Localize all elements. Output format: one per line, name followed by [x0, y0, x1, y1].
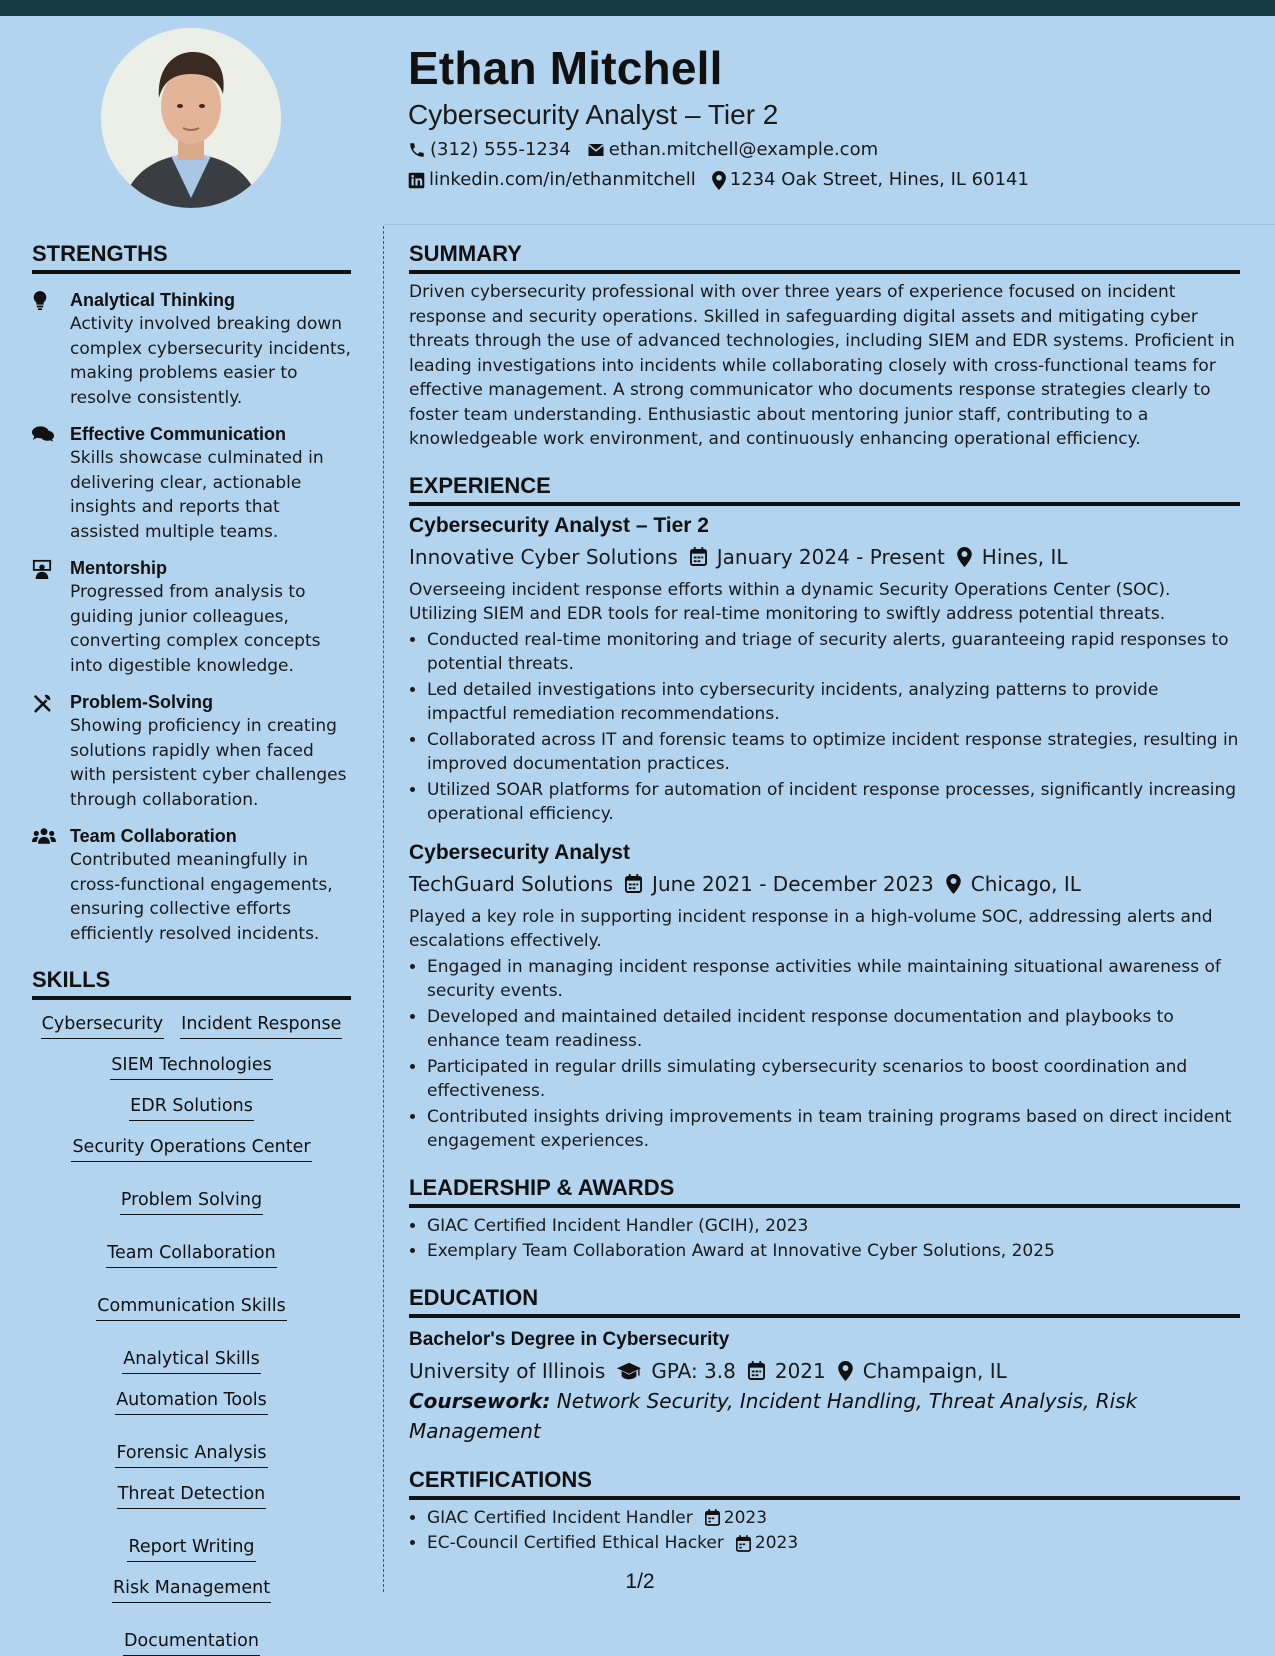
skill-tag: Report Writing [127, 1533, 255, 1562]
job-bullets [409, 628, 1240, 827]
candidate-title: Cybersecurity Analyst – Tier 2 [408, 99, 779, 130]
resume-header [408, 40, 1228, 192]
envelope-icon [587, 142, 605, 158]
lightbulb-icon [32, 291, 48, 311]
calendar-icon [736, 1535, 751, 1552]
strength-title: Analytical Thinking [70, 290, 236, 310]
skill-tag: Team Collaboration [106, 1239, 276, 1268]
users-icon [32, 827, 56, 845]
map-pin-icon [946, 874, 961, 894]
certifications-heading: CERTIFICATIONS [409, 1466, 1240, 1500]
skill-tag: Analytical Skills [122, 1345, 260, 1374]
strengths-heading: STRENGTHS [32, 240, 351, 274]
skill-tag: Problem Solving [120, 1186, 263, 1215]
leadership-item: • Exemplary Team Collaboration Award at Innovative Cyber Solutions, 2025 [427, 1239, 1240, 1264]
degree-title: Bachelor's Degree in Cybersecurity [409, 1328, 730, 1350]
leadership-heading: LEADERSHIP & AWARDS [409, 1174, 1240, 1208]
job-location: Chicago, IL [970, 871, 1081, 896]
job-bullet: • Led detailed investigations into cybersecurity incidents, analyzing patterns to provide impactful remediation recommendations. [427, 678, 1240, 727]
leadership-item: • GIAC Certified Incident Handler (GCIH), 2023 [427, 1214, 1240, 1239]
comments-icon [32, 425, 54, 443]
skill-tag: Threat Detection [117, 1480, 267, 1509]
job-company: Innovative Cyber Solutions [409, 544, 678, 569]
certification-year: 2023 [723, 1507, 768, 1528]
profile-photo [101, 28, 281, 208]
job-title: Cybersecurity Analyst – Tier 2 [409, 513, 709, 537]
job-bullet: • Utilized SOAR platforms for automation of incident response processes, significantly increasing operational efficiency. [427, 778, 1240, 827]
experience-heading: EXPERIENCE [409, 472, 1240, 506]
strength-item [32, 288, 351, 410]
certification-year: 2023 [754, 1533, 799, 1553]
strength-item [32, 422, 351, 544]
calendar-icon [625, 874, 642, 893]
certifications-list [409, 1506, 1240, 1556]
coursework [409, 1386, 1240, 1446]
strength-text: Showing proficiency in creating solutions rapidly when faced with persistent cyber challenges through collaboration. [70, 716, 347, 810]
linkedin-contact[interactable] [408, 168, 696, 192]
strength-text: Progressed from analysis to guiding junior colleagues, converting complex concepts into digestible knowledge. [70, 582, 321, 676]
summary-text: Driven cybersecurity professional with over three years of experience focused on incident response and security operations. Skilled in safeguarding digital assets and mitigating cyber threats through the use of advanced technologies, including SIEM and EDR systems. Proficient in leading investigations into incidents while collaborating closely with cross-functional teams for effective management. A strong communicator who documents response strategies clearly to foster team understanding. Enthusiastic about mentoring junior staff, contributing to a knowledgeable work environment, and continuously enhancing operational efficiency. [409, 282, 1235, 449]
skills-heading: SKILLS [32, 966, 351, 1000]
job-bullets [409, 955, 1240, 1154]
certification-item [427, 1506, 1240, 1531]
phone-text: (312) 555-1234 [430, 139, 571, 160]
job-company: TechGuard Solutions [409, 871, 614, 896]
job-meta [409, 542, 1240, 572]
left-column [32, 240, 351, 1656]
address-text: 1234 Oak Street, Hines, IL 60141 [729, 169, 1029, 190]
contact-row-1 [408, 138, 1228, 162]
job-entry [409, 512, 1240, 827]
job-entry [409, 839, 1240, 1154]
map-pin-icon [838, 1361, 853, 1381]
right-column [409, 240, 1240, 1556]
strength-title: Team Collaboration [70, 826, 237, 846]
skill-tag: Cybersecurity [41, 1010, 165, 1039]
certification-name: • GIAC Certified Incident Handler [427, 1507, 693, 1528]
calendar-icon [705, 1509, 720, 1526]
strength-title: Effective Communication [70, 424, 287, 444]
map-pin-icon [712, 171, 726, 190]
column-divider [383, 226, 384, 1592]
teacher-icon [32, 559, 52, 579]
job-bullet: • Contributed insights driving improvements in team training programs based on direct incident engagement experiences. [427, 1105, 1240, 1154]
skill-tag: Incident Response [180, 1010, 342, 1039]
strength-text: Activity involved breaking down complex cybersecurity incidents, making problems easier to resolve consistently. [70, 314, 351, 408]
job-description: Overseeing incident response efforts within a dynamic Security Operations Center (SOC). Utilizing SIEM and EDR tools for real-time monitoring to swiftly address potential threats. [409, 579, 1171, 624]
education-meta [409, 1356, 1240, 1386]
education-heading: EDUCATION [409, 1284, 1240, 1318]
strength-text: Skills showcase culminated in delivering clear, actionable insights and reports that assisted multiple teams. [70, 448, 324, 542]
job-location: Hines, IL [981, 544, 1068, 569]
leadership-list [409, 1214, 1240, 1264]
certification-item [427, 1531, 1240, 1556]
tools-icon [32, 693, 52, 713]
strength-title: Mentorship [70, 558, 167, 578]
header-rule [384, 224, 1275, 225]
job-dates: January 2024 - Present [716, 544, 945, 569]
job-dates: June 2021 - December 2023 [652, 871, 934, 896]
skill-tag: EDR Solutions [129, 1092, 254, 1121]
candidate-name: Ethan Mitchell [408, 42, 723, 94]
job-bullet: • Collaborated across IT and forensic teams to optimize incident response strategies, resulting in improved documentation practices. [427, 728, 1240, 777]
coursework-text: Network Security, Incident Handling, Threat Analysis, Risk Management [409, 1388, 1138, 1443]
phone-contact [408, 138, 571, 162]
education-location: Champaign, IL [862, 1358, 1007, 1383]
job-description: Played a key role in supporting incident response in a high-volume SOC, addressing alerts and escalations effectively. [409, 906, 1213, 951]
skill-tag: Communication Skills [96, 1292, 286, 1321]
strength-item [32, 556, 351, 678]
job-bullet: • Engaged in managing incident response activities while maintaining situational awareness of security events. [427, 955, 1240, 1004]
strength-text: Contributed meaningfully in cross-functional engagements, ensuring collective efforts efficiently resolved incidents. [70, 850, 333, 944]
strength-item [32, 824, 351, 946]
strength-item [32, 690, 351, 812]
job-bullet: • Participated in regular drills simulating cybersecurity scenarios to boost coordination and effectiveness. [427, 1055, 1240, 1104]
job-bullet: • Conducted real-time monitoring and triage of security alerts, guaranteeing rapid responses to potential threats. [427, 628, 1240, 677]
skill-tag: Security Operations Center [71, 1133, 311, 1162]
skill-tag: Automation Tools [115, 1386, 268, 1415]
job-title: Cybersecurity Analyst [409, 840, 630, 864]
job-meta [409, 869, 1240, 899]
coursework-label: Coursework: [409, 1388, 551, 1413]
page-indicator: 1/2 [625, 1570, 655, 1593]
strength-title: Problem-Solving [70, 692, 214, 712]
address-contact [712, 168, 1029, 192]
education-gpa: GPA: 3.8 [651, 1358, 736, 1383]
map-pin-icon [957, 547, 972, 567]
education-year: 2021 [774, 1358, 826, 1383]
calendar-icon [690, 547, 707, 566]
email-contact[interactable] [587, 138, 878, 162]
top-bar [0, 0, 1275, 16]
school-name: University of Illinois [409, 1358, 606, 1383]
linkedin-text[interactable]: linkedin.com/in/ethanmitchell [429, 169, 696, 190]
phone-icon [408, 141, 426, 159]
linkedin-icon [408, 172, 425, 189]
skills-list [32, 1010, 351, 1656]
skill-tag: Risk Management [112, 1574, 271, 1603]
email-text[interactable]: ethan.mitchell@example.com [608, 139, 879, 160]
skill-tag: Forensic Analysis [115, 1439, 267, 1468]
graduation-cap-icon [617, 1362, 641, 1380]
summary-heading: SUMMARY [409, 240, 1240, 274]
calendar-icon [748, 1361, 765, 1380]
job-bullet: • Developed and maintained detailed incident response documentation and playbooks to enhance team readiness. [427, 1005, 1240, 1054]
contact-row-2 [408, 168, 1228, 192]
certification-name: • EC-Council Certified Ethical Hacker [427, 1533, 724, 1553]
skill-tag: Documentation [123, 1627, 260, 1656]
skill-tag: SIEM Technologies [110, 1051, 272, 1080]
